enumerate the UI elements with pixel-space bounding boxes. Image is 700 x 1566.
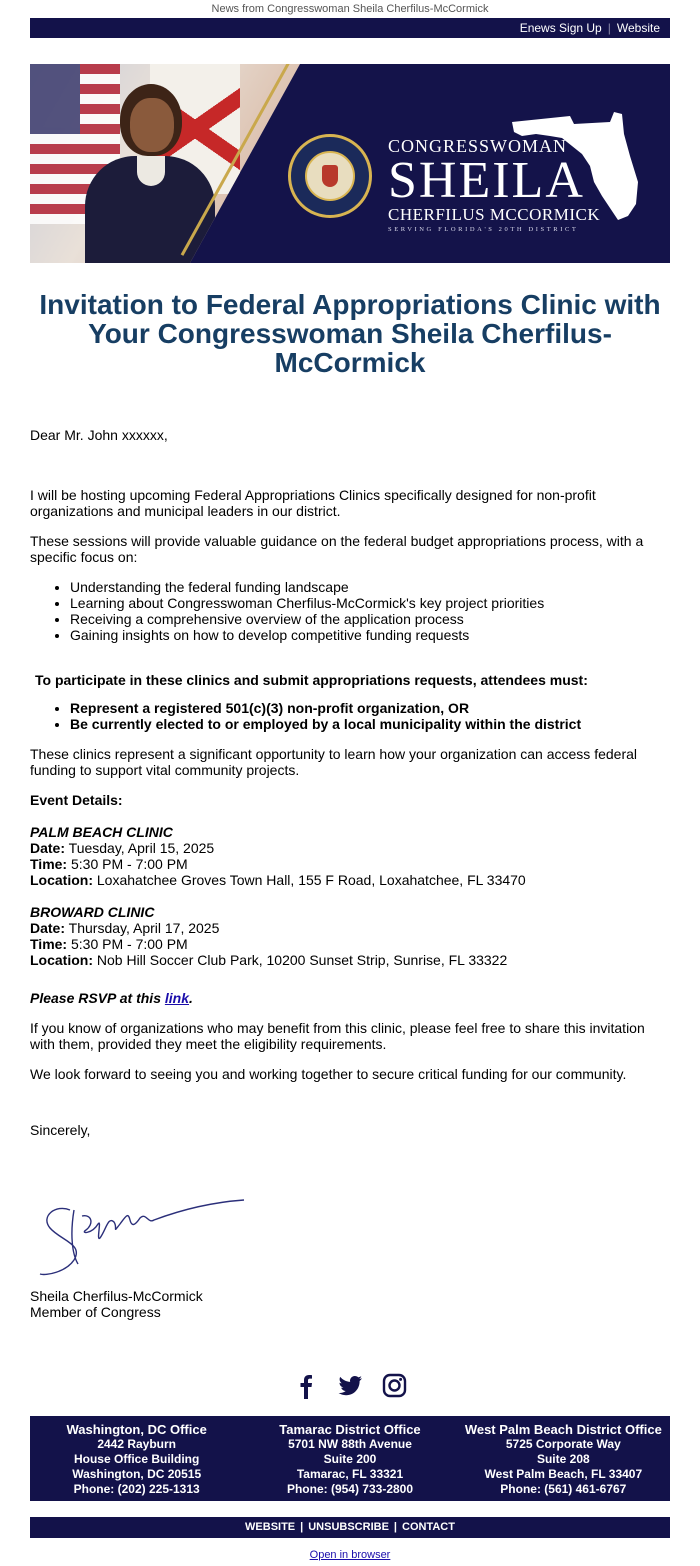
location-label: Location:	[30, 872, 93, 888]
list-item: • Represent a registered 501(c)(3) non-profit organization, OR	[70, 700, 670, 716]
list-item: • Be currently elected to or employed by a local municipality within the district	[70, 716, 670, 732]
twitter-icon[interactable]	[336, 1373, 364, 1399]
office-name: Tamarac District Office	[279, 1422, 421, 1437]
signature-image	[36, 1194, 248, 1280]
sessions-paragraph: These sessions will provide valuable guidance on the federal budget appropriations process, with a specific focus on:	[30, 533, 644, 565]
unsubscribe-link[interactable]: UNSUBSCRIBE	[308, 1521, 389, 1533]
open-in-browser	[0, 1549, 700, 1561]
rsvp-link[interactable]: link	[164, 990, 189, 1006]
clinic-palm-beach	[30, 824, 670, 888]
signer-block	[30, 1288, 203, 1320]
open-in-browser-link[interactable]: Open in browser	[309, 1549, 391, 1561]
date-label: Date:	[30, 920, 66, 936]
clinic-location: Nob Hill Soccer Club Park, 10200 Sunset Strip, Sunrise, FL 33322	[96, 952, 508, 968]
clinic-date: Tuesday, April 15, 2025	[68, 840, 215, 856]
clinic-location: Loxahatchee Groves Town Hall, 155 F Road, Loxahatchee, FL 33470	[96, 872, 526, 888]
event-details-heading: Event Details:	[30, 792, 123, 808]
clinic-broward	[30, 904, 670, 968]
signer-name: Sheila Cherfilus-McCormick	[30, 1288, 203, 1304]
office-washington	[30, 1416, 243, 1501]
time-label: Time:	[30, 856, 68, 872]
office-address-line: West Palm Beach, FL 33407	[484, 1467, 643, 1481]
letter-body	[30, 427, 670, 1138]
location-label: Location:	[30, 952, 93, 968]
opportunity-paragraph: These clinics represent a significant opportunity to learn how your organization can access federal funding to support vital community projects.	[30, 746, 637, 778]
house-seal-icon	[288, 134, 372, 218]
office-name: Washington, DC Office	[66, 1422, 207, 1437]
office-address-line: House Office Building	[73, 1452, 200, 1466]
congresswoman-portrait	[85, 84, 215, 263]
focus-list	[70, 579, 670, 643]
time-label: Time:	[30, 936, 68, 952]
topbar-separator: |	[607, 21, 611, 35]
sincerely-text: Sincerely,	[30, 1122, 91, 1138]
footer-separator: |	[300, 1521, 304, 1533]
greeting: Dear Mr. John xxxxxx,	[30, 427, 168, 443]
office-address-line: 2442 Rayburn	[97, 1437, 177, 1451]
office-phone: Phone: (561) 461-6767	[500, 1482, 627, 1496]
office-address-line: Suite 208	[536, 1452, 590, 1466]
office-phone: Phone: (954) 733-2800	[286, 1482, 414, 1496]
office-west-palm-beach	[457, 1416, 670, 1501]
office-address-line: Tamarac, FL 33321	[296, 1467, 404, 1481]
office-name: West Palm Beach District Office	[464, 1422, 662, 1437]
facebook-icon[interactable]	[292, 1373, 320, 1399]
clinic-name: PALM BEACH CLINIC	[30, 824, 173, 840]
rsvp-line	[30, 990, 670, 1006]
social-links	[0, 1373, 700, 1399]
contact-link[interactable]: CONTACT	[402, 1521, 455, 1533]
website-link[interactable]: Website	[616, 21, 660, 35]
list-item: • Receiving a comprehensive overview of the application process	[70, 611, 670, 627]
preheader-text: News from Congresswoman Sheila Cherfilus-McCormick	[211, 3, 489, 15]
closing-paragraph: We look forward to seeing you and working together to secure critical funding for our community.	[30, 1066, 627, 1082]
office-tamarac	[243, 1416, 456, 1501]
office-address-line: Suite 200	[323, 1452, 377, 1466]
header-banner	[30, 64, 670, 263]
page-title: Invitation to Federal Appropriations Clinic with Your Congresswoman Sheila Cherfilus-McCormick	[39, 289, 661, 378]
clinic-time: 5:30 PM - 7:00 PM	[70, 856, 188, 872]
clinic-name: BROWARD CLINIC	[30, 904, 155, 920]
office-address-line: Washington, DC 20515	[72, 1467, 202, 1481]
footer-website-link[interactable]: WEBSITE	[245, 1521, 296, 1533]
office-phone: Phone: (202) 225-1313	[73, 1482, 200, 1496]
clinic-date: Thursday, April 17, 2025	[68, 920, 220, 936]
bottom-nav-bar	[30, 1517, 670, 1538]
enews-signup-link[interactable]: Enews Sign Up	[519, 21, 602, 35]
banner-title-line4: SERVING FLORIDA'S 20TH DISTRICT	[388, 226, 579, 233]
office-address-line: 5725 Corporate Way	[505, 1437, 621, 1451]
list-item: • Understanding the federal funding landscape	[70, 579, 670, 595]
office-footer	[30, 1416, 670, 1501]
top-nav-bar	[30, 18, 670, 38]
share-paragraph: If you know of organizations who may benefit from this clinic, please feel free to share this invitation with them, provided they meet the eligibility requirements.	[30, 1020, 645, 1052]
requirements-title: To participate in these clinics and submit appropriations requests, attendees must:	[35, 672, 588, 688]
banner-title-line1: CONGRESSWOMAN	[388, 136, 568, 156]
intro-paragraph: I will be hosting upcoming Federal Appropriations Clinics specifically designed for non-profit organizations and municipal leaders in our district.	[30, 487, 596, 519]
banner-logo-text	[388, 136, 600, 233]
banner-photo-background	[30, 64, 300, 263]
office-address-line: 5701 NW 88th Avenue	[288, 1437, 412, 1451]
rsvp-suffix: .	[189, 990, 193, 1006]
banner-title-line2: SHEILA	[388, 152, 585, 209]
clinic-time: 5:30 PM - 7:00 PM	[70, 936, 188, 952]
list-item: • Gaining insights on how to develop competitive funding requests	[70, 627, 670, 643]
requirements-list	[70, 700, 670, 732]
signer-title: Member of Congress	[30, 1304, 161, 1320]
date-label: Date:	[30, 840, 66, 856]
instagram-icon[interactable]	[380, 1373, 408, 1399]
banner-title-line3: CHERFILUS MCCORMICK	[388, 205, 601, 224]
footer-separator: |	[393, 1521, 397, 1533]
list-item: • Learning about Congresswoman Cherfilus-McCormick's key project priorities	[70, 595, 670, 611]
rsvp-prefix: Please RSVP at this	[30, 990, 165, 1006]
